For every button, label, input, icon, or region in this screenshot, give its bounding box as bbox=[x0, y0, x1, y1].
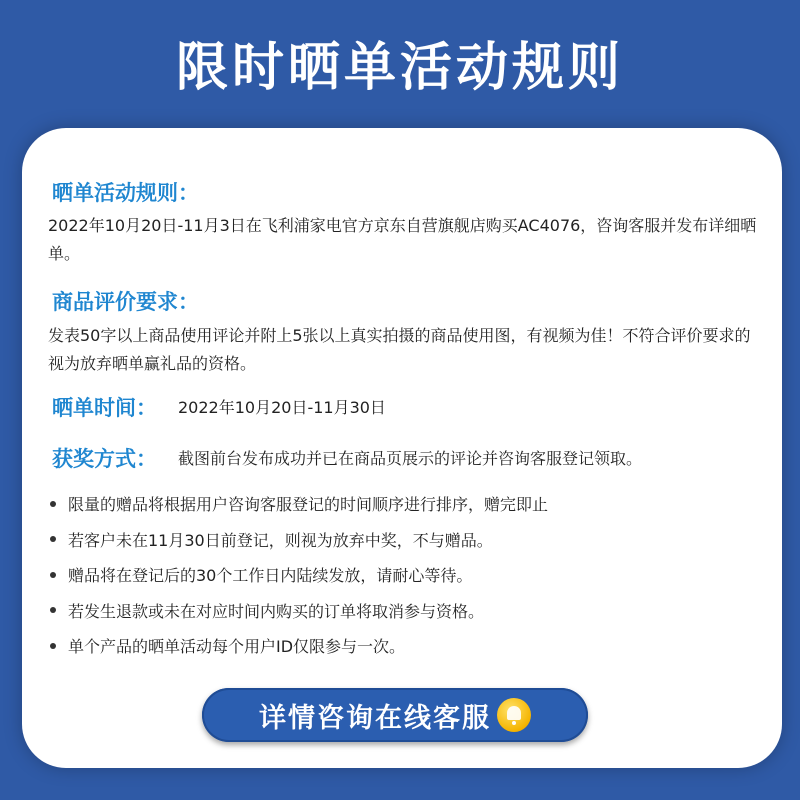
list-item bbox=[50, 628, 750, 664]
note-text: 限量的赠品将根据用户咨询客服登记的时间顺序进行排序，赠完即止 bbox=[68, 495, 549, 515]
note-text: 赠品将在登记后的30个工作日内陆续发放，请耐心等待。 bbox=[68, 566, 473, 586]
award-heading: 获奖方式： bbox=[52, 447, 157, 471]
bullet-icon bbox=[50, 501, 56, 507]
bullet-icon bbox=[50, 643, 56, 649]
time-heading: 晒单时间： bbox=[52, 396, 157, 420]
notes-list bbox=[50, 486, 750, 664]
time-value: 2022年10月20日-11月30日 bbox=[178, 398, 386, 417]
note-text: 若发生退款或未在对应时间内购买的订单将取消参与资格。 bbox=[68, 601, 485, 621]
award-value: 截图前台发布成功并已在商品页展示的评论并咨询客服登记领取。 bbox=[178, 449, 643, 468]
page-title: 限时晒单活动规则 bbox=[175, 38, 624, 98]
bullet-icon bbox=[50, 572, 56, 578]
note-text: 单个产品的晒单活动每个用户ID仅限参与一次。 bbox=[68, 637, 406, 657]
bullet-icon bbox=[50, 536, 56, 542]
review-heading: 商品评价要求： bbox=[52, 290, 199, 314]
review-text: 发表50字以上商品使用评论并附上5张以上真实拍摄的商品使用图，有视频为佳！不符合评价要求的视为放弃晒单赢礼品的资格。 bbox=[48, 326, 751, 373]
bell-icon bbox=[497, 698, 531, 732]
list-item bbox=[50, 593, 750, 629]
bullet-icon bbox=[50, 607, 56, 613]
rules-heading: 晒单活动规则： bbox=[52, 181, 199, 205]
note-text: 若客户未在11月30日前登记，则视为放弃中奖，不与赠品。 bbox=[68, 530, 493, 550]
customer-service-button[interactable] bbox=[202, 688, 588, 742]
list-item bbox=[50, 557, 750, 593]
customer-service-label: 详情咨询在线客服 bbox=[259, 702, 491, 734]
list-item bbox=[50, 522, 750, 558]
rules-card bbox=[22, 128, 782, 768]
rules-text: 2022年10月20日-11月3日在飞利浦家电官方京东自营旗舰店购买AC4076，咨询客服并发布详细晒单。 bbox=[48, 216, 757, 263]
list-item bbox=[50, 486, 750, 522]
